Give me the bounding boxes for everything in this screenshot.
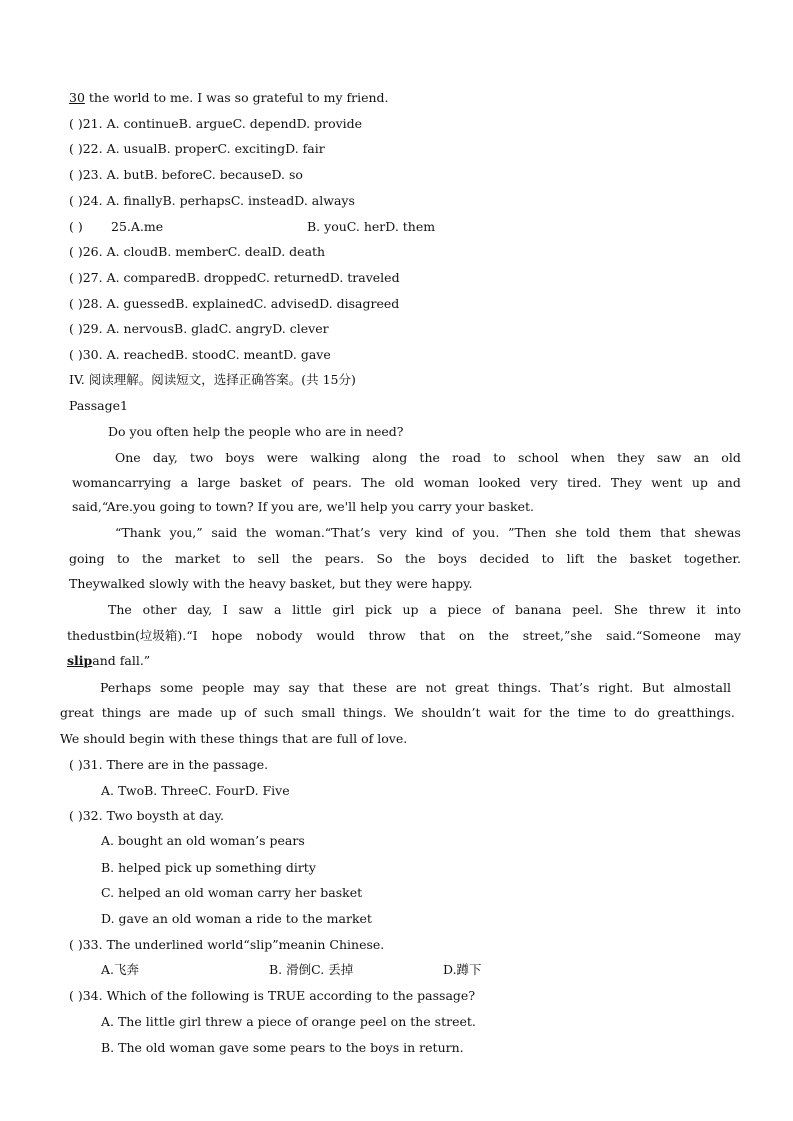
passage-word: you. <box>472 525 500 540</box>
passage-word: to <box>232 551 246 566</box>
question-33-stem: ( )33. The underlined world“slip”meanin Chinese. <box>69 937 385 952</box>
passage-word: road <box>452 450 482 465</box>
section-heading: IV. 阅读理解。阅读短文，选择正确答案。(共 15分) <box>69 372 356 387</box>
passage-word: that <box>419 628 446 643</box>
passage-word: into <box>716 602 741 617</box>
passage-word: saw <box>238 602 264 617</box>
question-29: ( )29. A. nervousB. gladC. angryD. clever <box>69 321 329 336</box>
passage-word: for <box>523 705 542 720</box>
question-25-prefix: ( ) <box>69 219 83 234</box>
question-23: ( )23. A. butB. beforeC. becauseD. so <box>69 167 303 182</box>
blank-answer: 30 <box>69 90 85 105</box>
passage-word: day, <box>187 602 213 617</box>
passage-word: the <box>488 628 509 643</box>
passage-word: school <box>518 450 559 465</box>
passage-p3-line3-rest: and fall.” <box>92 653 151 668</box>
passage-word: may <box>253 680 280 695</box>
question-32-option-b: B. helped pick up something dirty <box>101 860 316 875</box>
question-27: ( )27. A. comparedB. droppedC. returnedD. traveled <box>69 270 400 285</box>
passage-word: boys <box>437 551 467 566</box>
passage-p3-line3 <box>67 653 150 669</box>
passage-word: of <box>244 705 257 720</box>
question-22: ( )22. A. usualB. properC. excitingD. fair <box>69 141 325 156</box>
question-32-option-a: A. bought an old woman’s pears <box>101 833 305 848</box>
question-24: ( )24. A. finallyB. perhapsC. insteadD. always <box>69 193 355 208</box>
passage-word: hope <box>211 628 243 643</box>
passage-word: “Thank <box>115 525 161 540</box>
passage-word: people <box>202 680 245 695</box>
passage-paragraph-0: Do you often help the people who are in need? <box>108 424 404 439</box>
passage-word: not <box>425 680 447 695</box>
question-28: ( )28. A. guessedB. explainedC. advisedD. disagreed <box>69 296 400 311</box>
question-25-options: B. youC. herD. them <box>307 219 436 234</box>
passage-word: of <box>492 602 505 617</box>
passage-word: said <box>211 525 238 540</box>
question-32-option-d: D. gave an old woman a ride to the market <box>101 911 372 926</box>
passage-word: We <box>394 705 414 720</box>
passage-word: up <box>691 475 708 490</box>
passage-word: it <box>696 602 706 617</box>
continuation-text: the world to me. I was so grateful to my friend. <box>84 90 389 105</box>
passage-word: little <box>292 602 322 617</box>
passage-word: to <box>117 551 130 566</box>
passage-word: The <box>361 475 386 490</box>
passage-word: these <box>352 680 388 695</box>
passage-word: such <box>264 705 294 720</box>
question-31-stem: ( )31. There are in the passage. <box>69 757 269 772</box>
passage-p4-line1 <box>100 680 731 696</box>
passage-word: the <box>291 551 313 566</box>
passage-word: old <box>721 450 741 465</box>
passage-word: walking <box>310 450 361 465</box>
passage-word: old <box>394 475 415 490</box>
passage-word: So <box>376 551 393 566</box>
passage-word: the <box>549 705 570 720</box>
passage-word: market <box>174 551 221 566</box>
passage-word: that <box>318 680 344 695</box>
passage-word: shewas <box>694 525 741 540</box>
passage-p3-line1 <box>108 602 741 618</box>
question-26: ( )26. A. cloudB. memberC. dealD. death <box>69 244 326 259</box>
passage-word: were <box>266 450 299 465</box>
passage-word: of <box>451 525 464 540</box>
passage-p2-line3: Theywalked slowly with the heavy basket, but they were happy. <box>69 576 473 591</box>
passage-p4-line2 <box>60 705 735 721</box>
passage-word: very <box>530 475 558 490</box>
passage-word: on <box>459 628 475 643</box>
passage-word: But <box>642 680 665 695</box>
continuation-line <box>69 90 389 106</box>
passage-word: womancarrying <box>72 475 172 490</box>
question-30: ( )30. A. reachedB. stoodC. meantD. gave <box>69 347 331 362</box>
passage-word: do <box>634 705 650 720</box>
question-33-option-bc: B. 滑倒C. 丢掉 <box>269 962 354 977</box>
passage-word: to <box>493 450 506 465</box>
passage-word: The <box>108 602 132 617</box>
passage-word: looked <box>478 475 521 490</box>
passage-word: throw <box>368 628 406 643</box>
passage-word: along <box>372 450 408 465</box>
passage-word: when <box>570 450 605 465</box>
passage-word: saw <box>656 450 682 465</box>
question-31-options: A. TwoB. ThreeC. FourD. Five <box>101 783 290 798</box>
passage-word: things. <box>343 705 387 720</box>
passage-word: small <box>301 705 336 720</box>
passage-word: she <box>555 525 577 540</box>
passage-word: the <box>246 525 267 540</box>
passage-word: things <box>101 705 142 720</box>
passage-word: a <box>429 602 437 617</box>
passage-word: great <box>455 680 489 695</box>
passage-word: street,”she <box>522 628 593 643</box>
passage-word: woman <box>423 475 470 490</box>
passage-word: basket <box>239 475 282 490</box>
passage-word: an <box>693 450 710 465</box>
passage-word: them <box>619 525 652 540</box>
question-34-option-b: B. The old woman gave some pears to the boys in return. <box>101 1040 464 1055</box>
passage-word: and <box>717 475 741 490</box>
passage-word: together. <box>683 551 741 566</box>
passage-word: ”Then <box>508 525 547 540</box>
question-33-option-d: D.蹲下 <box>443 962 482 977</box>
passage-word: some <box>160 680 194 695</box>
passage-word: the <box>142 551 163 566</box>
passage-word: girl <box>332 602 355 617</box>
passage-word: up <box>402 602 419 617</box>
passage-word: basket <box>629 551 672 566</box>
underlined-word-slip: slip <box>67 653 93 668</box>
passage-word: tired. <box>567 475 602 490</box>
passage-word: almostall <box>673 680 731 695</box>
passage-word: greatthings. <box>657 705 735 720</box>
passage-p1-line2 <box>72 475 741 491</box>
passage-p2-line2 <box>69 551 741 567</box>
passage-word: made <box>177 705 213 720</box>
passage-word: a <box>180 475 189 490</box>
passage-word: nobody <box>256 628 303 643</box>
passage-word: great <box>60 705 94 720</box>
passage-word: are <box>395 680 417 695</box>
question-34-option-a: A. The little girl threw a piece of orange peel on the street. <box>101 1014 476 1029</box>
passage-word: decided <box>479 551 530 566</box>
passage-word: very <box>379 525 407 540</box>
passage-word: right. <box>598 680 634 695</box>
passage-word: the <box>419 450 440 465</box>
passage-word: time <box>577 705 606 720</box>
passage-word: large <box>197 475 231 490</box>
passage-word: a <box>273 602 282 617</box>
passage-word: shouldn’t <box>421 705 481 720</box>
passage-word: told <box>585 525 611 540</box>
passage-word: kind <box>415 525 444 540</box>
passage-word: said.“Someone <box>606 628 701 643</box>
passage-word: went <box>651 475 683 490</box>
passage-word: Perhaps <box>100 680 152 695</box>
passage-title: Passage1 <box>69 398 128 413</box>
passage-p1-line3: said,“Are.you going to town? If you are, we'll help you carry your basket. <box>72 499 534 514</box>
passage-word: woman.“That’s <box>275 525 371 540</box>
passage-word: to <box>541 551 555 566</box>
passage-word: pears. <box>312 475 352 490</box>
passage-word: lift <box>566 551 585 566</box>
passage-word: pick <box>365 602 392 617</box>
passage-word: the <box>405 551 426 566</box>
passage-p1-line1 <box>115 450 741 466</box>
passage-word: would <box>316 628 355 643</box>
passage-word: wait <box>488 705 516 720</box>
passage-word: the <box>596 551 618 566</box>
question-34-stem: ( )34. Which of the following is TRUE according to the passage? <box>69 988 476 1003</box>
passage-word: They <box>610 475 642 490</box>
question-32-option-c: C. helped an old woman carry her basket <box>101 885 363 900</box>
passage-word: say <box>288 680 310 695</box>
question-33-option-a: A.飞奔 <box>101 962 140 977</box>
passage-word: other <box>142 602 177 617</box>
passage-p2-line1 <box>115 525 741 541</box>
passage-word: to <box>613 705 627 720</box>
passage-word: I <box>222 602 228 617</box>
passage-word: That’s <box>550 680 590 695</box>
passage-word: are <box>149 705 170 720</box>
passage-word: piece <box>447 602 482 617</box>
passage-word: thedustbin(垃圾箱).“I <box>67 628 198 643</box>
passage-word: pears. <box>324 551 365 566</box>
passage-p3-line2 <box>67 628 741 644</box>
question-32-stem: ( )32. Two boysth at day. <box>69 808 224 823</box>
passage-word: One <box>115 450 141 465</box>
passage-word: may <box>714 628 741 643</box>
passage-word: you,” <box>169 525 203 540</box>
passage-word: things. <box>497 680 542 695</box>
question-25-option-a: 25.A.me <box>111 219 164 234</box>
passage-word: that <box>660 525 686 540</box>
passage-p4-line3: We should begin with these things that are full of love. <box>60 731 408 746</box>
passage-word: two <box>189 450 214 465</box>
passage-word: of <box>291 475 304 490</box>
passage-word: threw <box>648 602 686 617</box>
passage-word: they <box>617 450 645 465</box>
passage-word: banana <box>515 602 562 617</box>
question-21: ( )21. A. continueB. argueC. dependD. provide <box>69 116 363 131</box>
passage-word: day, <box>152 450 178 465</box>
passage-word: boys <box>225 450 255 465</box>
passage-word: peel. <box>572 602 604 617</box>
passage-word: She <box>613 602 638 617</box>
passage-word: up <box>220 705 237 720</box>
passage-word: going <box>69 551 105 566</box>
passage-word: sell <box>257 551 280 566</box>
